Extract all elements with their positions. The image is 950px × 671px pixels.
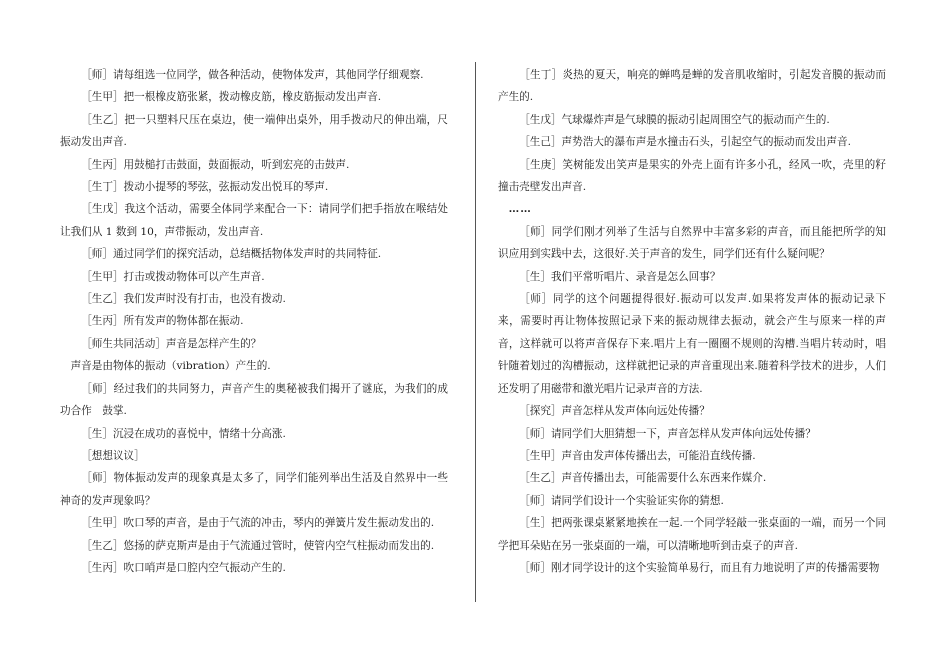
paragraph: ［师］刚才同学设计的这个实验简单易行，而且有力地说明了声的传播需要物 xyxy=(519,561,880,574)
paragraph: ［师］通过同学们的探究活动，总结概括物体发声时的共同特征. xyxy=(81,248,382,261)
paragraph: ［生庚］笑树能发出笑声是果实的外壳上面有许多小孔，经风一吹，壳里的籽撞击壳壁发出声音. xyxy=(498,158,886,194)
paragraph: ［生］把两张课桌紧紧地挨在一起.一个同学轻敲一张桌面的一端，而另一个同学把耳朵贴在另一张桌面的一端，可以清晰地听到击桌子的声音. xyxy=(498,517,886,552)
paragraph: ［师］请同学们大胆猜想一下，声音怎样从发声体向远处传播？ xyxy=(519,427,816,440)
paragraph: ［生］沉浸在成功的喜悦中，情绪十分高涨. xyxy=(81,427,286,440)
paragraph: ［生戊］气球爆炸声是气球膜的振动引起周围空气的振动而产生的. xyxy=(519,113,830,126)
paragraph: ［生丙］吹口哨声是口腔内空气振动产生的. xyxy=(81,561,286,574)
paragraph: ［生丙］用鼓槌打击鼓面，鼓面振动，听到宏亮的击鼓声. xyxy=(81,158,350,171)
paragraph: ［生甲］声音由发声体传播出去，可能沿直线传播. xyxy=(519,449,756,462)
paragraph: ［生甲］把一根橡皮筋张紧，拨动橡皮筋，橡皮筋振动发出声音. xyxy=(81,91,382,104)
paragraph: ［师］经过我们的共同努力，声音产生的奥秘被我们揭开了谜底，为我们的成功合作 鼓掌. xyxy=(60,382,448,418)
paragraph: ［师生共同活动］声音是怎样产生的？ xyxy=(81,337,262,350)
paragraph: ［生丁］炎热的夏天，响亮的蝉鸣是蝉的发音肌收缩时，引起发音膜的振动而产生的. xyxy=(498,69,886,104)
paragraph: ［师］同学们刚才列举了生活与自然界中丰富多彩的声音，而且能把所学的知识应用到实践中去，这很好.关于声音的发生，同学们还有什么疑问呢？ xyxy=(498,225,886,261)
paragraph: ［生甲］吹口琴的声音，是由于气流的冲击，琴内的弹簧片发生振动发出的. xyxy=(81,517,435,530)
ellipsis: …… xyxy=(508,203,532,216)
paragraph: ［生乙］悠扬的萨克斯声是由于气流通过管时，使管内空气柱振动而发出的. xyxy=(81,539,435,552)
paragraph: ［生丁］拨动小提琴的琴弦，弦振动发出悦耳的琴声. xyxy=(81,181,329,194)
column-divider xyxy=(475,62,476,602)
paragraph: ［生己］声势浩大的瀑布声是水撞击石头，引起空气的振动而发出声音. xyxy=(519,136,851,149)
paragraph: ［师］同学的这个问题提得很好.振动可以发声.如果将发声体的振动记录下来，需要时再让物体按照记录下来的振动规律去振动，就会产生与原来一样的声音，这样就可以将声音保存下来.唱片上有一圈圈不规则的沟槽.当唱片转动时，唱针随着划过的沟槽振动，这样就把记录的声音重现出来.随着科学技术的进步，人们还发明了用磁带和激光唱片记录声音的方法. xyxy=(498,293,886,395)
paragraph: ［师］请同学们设计一个实验证实你的猜想. xyxy=(519,494,724,507)
section-heading: ［探究］声音怎样从发声体向远处传播？ xyxy=(519,405,710,418)
definition-line: 声音是由物体的振动（vibration）产生的. xyxy=(70,360,271,373)
paragraph: ［生］我们平常听唱片、录音是怎么回事？ xyxy=(519,270,721,283)
paragraph: ［生丙］所有发声的物体都在振动. xyxy=(81,315,244,328)
paragraph: ［生乙］声音传播出去，可能需要什么东西来作媒介. xyxy=(519,472,767,485)
paragraph: ［师］请每组选一位同学，做各种活动，使物体发声，其他同学仔细观察. xyxy=(81,69,424,81)
left-column xyxy=(60,64,448,579)
right-column xyxy=(498,64,886,579)
paragraph: ［生乙］我们发声时没有打击，也没有拨动. xyxy=(81,293,286,306)
section-heading: ［想想议议］ xyxy=(81,449,145,462)
paragraph: ［生甲］打击或拨动物体可以产生声音. xyxy=(81,270,265,283)
paragraph: ［生戊］我这个活动，需要全体同学来配合一下：请同学们把手指放在喉结处让我们从 1 数到 10，声带振动，发出声音. xyxy=(60,203,448,238)
paragraph: ［生乙］把一只塑料尺压在桌边，使一端伸出桌外，用手拨动尺的伸出端，尺振动发出声音. xyxy=(60,113,448,149)
paragraph: ［师］物体振动发声的现象真是太多了，同学们能列举出生活及自然界中一些神奇的发声现象吗？ xyxy=(60,472,448,507)
